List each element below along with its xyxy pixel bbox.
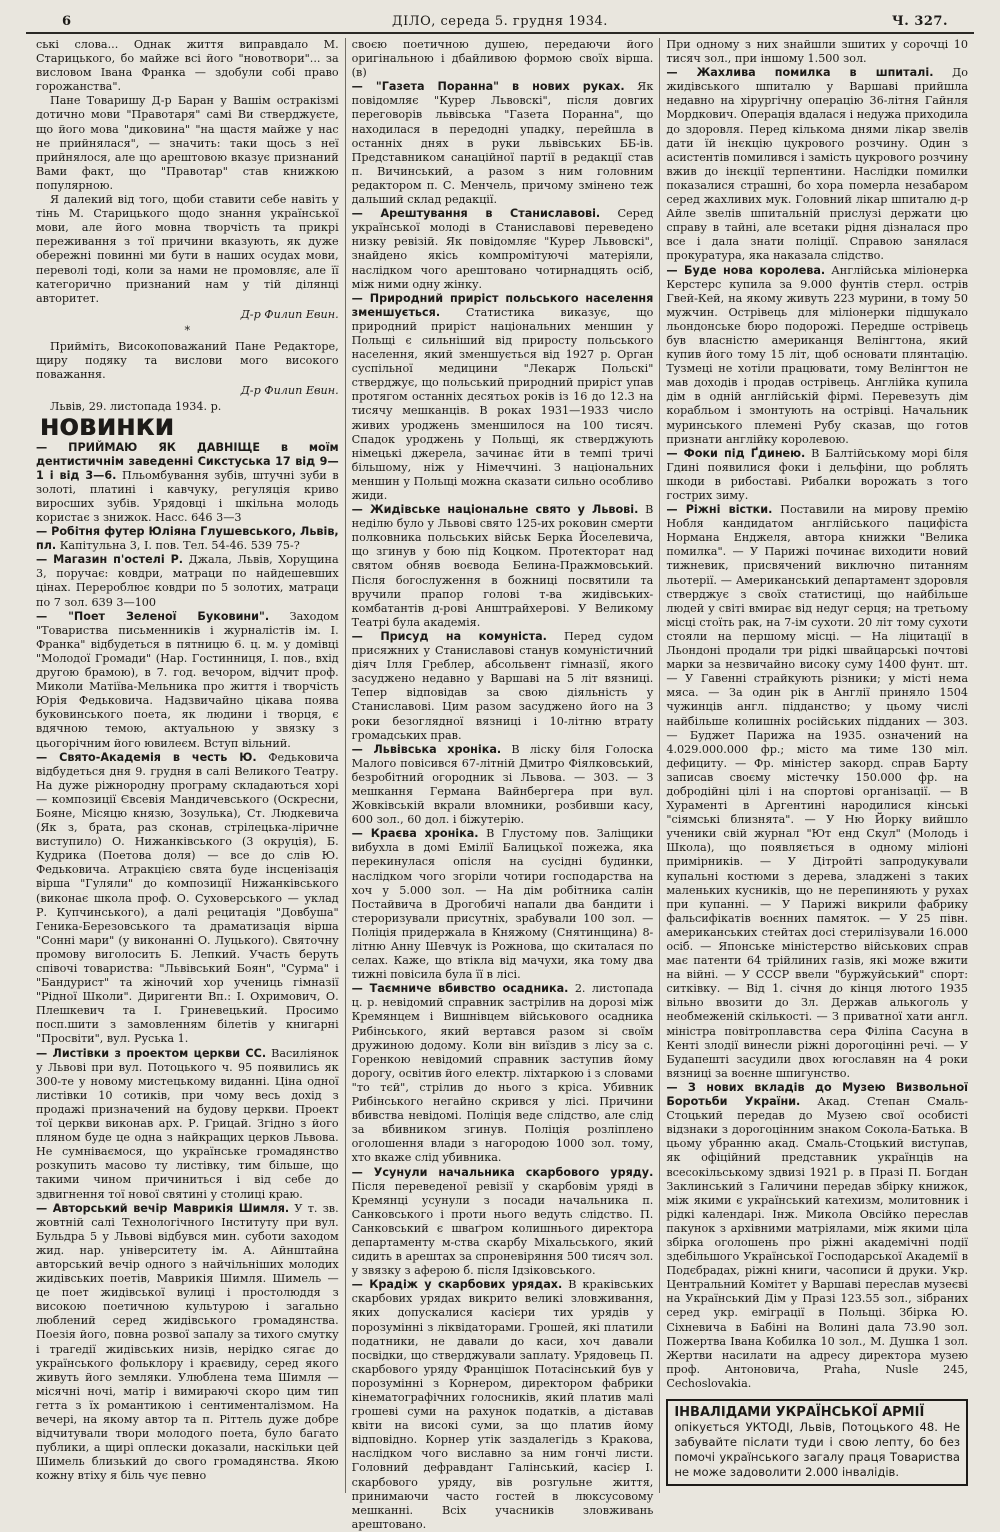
news-item: — Природний приріст польського населення зменшується. Статистика виказує, що природний приріст національних меншин у Польщі є сильніший від приросту польського населення, який зменшується від 1927 р. Орган суспільної медицини "Лекарж Польскі" стверджує, що польський природний приріст упав протягом останніх десятьох років із 16 до 12.3 на тисячу мешканців. В роках 1931—1933 число живих уроджень зменшилося на 100 тисяч. Спадок уроджень у Польщі, як стверджують німецькі джерела, зачинає йти в темпі тричі більшому, ніж у Німеччині. З національних меншин у Польщі можна сказати сильно особливо жиди.	[351, 291, 654, 502]
news-item: — Арештування в Станиславові. Серед української молоді в Станиславові переведено низку ревізій. Як повідомляє "Курер Львовскі", знайдено якісь компромітуючі матеріяли, наслідком чого арештовано чотирнадцять осіб, між ними одну жінку.	[351, 207, 654, 291]
news-item: — Львівська хроніка. В ліску біля Голоска Малого повісився 67-літній Дмитро Фіялковський, безробітний огородник зі Львова. — 303. — З мешкання Германа Вайнбергера при вул. Жовківській вкрали вломники, розбивши касу, 600 зол., 60 дол. і біжутерію.	[351, 742, 654, 827]
news-item-headline: — Арештування в Станиславові.	[351, 207, 601, 221]
news-item-headline: — Жахлива помилка в шпиталі.	[666, 66, 934, 80]
news-item: — Фоки під Ґдинею. В Балтійському морі біля Гдині появилися фоки і дельфіни, що роблять шкоди в рибоставі. Рибалки ворожать з того гострих зиму.	[666, 446, 969, 502]
letter-paragraph: Я далекий від того, щоби ставити себе навіть у тінь М. Старицького щодо знання української мови, але його мовна творчість та прикрі переживання з тої причини вказують, як дуже обережні повинні ми бути в наших осудах мови, переволі тоді, коли за нами не промовляє, але її категорично признаний нам у тій ділянці авторитет.	[36, 193, 339, 305]
ad-bedding-store: — Магазин п'остелі Р. Джала, Львів, Хорущина 3, поручає: ковдри, матраци по найдешевших цінах. Перероблює ковдри по 5 золотих, матраци по 7 зол. 639 3—100	[36, 553, 339, 609]
section-title-news: НОВИНКИ	[40, 416, 175, 442]
news-item-headline: — Присуд на комуніста.	[351, 629, 547, 643]
news-item-continuation: своєю поетичною душею, передаючи його оригінальною і дбайливою формою своїх вірша. (в)	[351, 38, 654, 80]
ad-dentist: — ПРИЙМАЮ ЯК ДАВНІЩЕ в моїм дентистичнім заведенні Сикстуська 17 від 9—1 і від 3—6. Пльомбування зубів, штучні зуби в золоті, платині і кавчуку, регуляція криво виросших зубів. Урядовці і шкільна молодь користає з знижок. Насс. 646 3—3	[36, 440, 339, 524]
news-item-headline: — Усунули начальника скарбового уряду.	[351, 1165, 654, 1179]
news-item: — "Поет Зеленої Буковини". Заходом "Товариства письменників і журналістів ім. І. Франка" відбудеться в пятницю 6. ц. м. у домівці "Молодої Громади" (Нар. Гостинниця, І. пов., вхід другою брамою), в 7. год. вечором, відчит проф. Миколи Матіїва-Мельника про життя і творчість Юрія Федьковича. Надзвичайно цікава появa буковинського поета, як людини і творця, є вдячною темою, актуальною у звязку з цьогорічним його ювилеєм. Вступ вільний.	[36, 609, 339, 750]
news-item-headline: — Листівки з проектом церкви СС.	[36, 1046, 267, 1060]
news-item: — Ріжні вістки. Поставили на мирову премію Нобля кандидатом англійського пацифіста Нормана Енджеля, автора книжки "Велика помилка". — У Парижі починає виходити новий тижневик, присвячений виключно питанням льотерії. — Американський департамент здоровля стверджує з своїх статистиці, що найбільше людей у світі вмирає від недуг серця; на третьому місці стоїть рак, на 7-ім сухоти. 20 літ тому сухоти стояли на першому місці. — На ліцитації в Льондоні продали три рідкі швайцарські почтові марки за незвичайно високу суму 1400 фунт. шт. — У Гавенні страйкують різники; у місті нема мяса. — За один рік в Англії приняло 1504 чужинців англ. підданство; у цьому числі найбільше колишніх російських підданих — 303. — Буджет Парижа на 1935. означений на 4.029.000.000 фр.; місто ма тиме 130 міл. дефициту. — Фр. міністер закорд. справ Барту записав своєму містечку 150.000 фр. на добродійні цілі і на спортові організації. — В Хураменті в Аргентині народилися кінські "сіямські близнята". — У Ню Йорку вийшло ученики свій журнал "Ют енд Скул" (Молодь і Школа), що появляється в одному міліоні примірників. — У Дітройті запродукували купальні костюми з дерева, зладжені з таких маленьких кусників, що не перепиняють у рухах при купанні. — У Парижі викрили фабрику фальсифікатів воєнних памяток. — У 25 півн. американських стейтах досі стерилізували 16.000 осіб. — Японське міністерство військових справ має патенти 64 трійлиних газів, які може вжити на війні. — У СССР ввели "буржуйський" спорт: ситківку. — Від 1. січня до кінця лютого 1935 вільно ввозити до Зл. Держав алькоголь у необмеженій скількості. — З приватної хати англ. міністра повітроплавства сера Філіпа Сасуна в Кенті злодії винесли ріжні дорогоцінні речі. — У Будапешті засудили двох югославян на 4 роки вязниці за воєнне шпигунство.	[666, 503, 969, 1080]
news-item-headline: — Таємниче вбивство осадника.	[351, 982, 569, 996]
masthead-rule	[26, 32, 974, 34]
masthead	[26, 12, 974, 32]
news-item: — Крадіж у скарбових урядах. В краківських скарбових урядах викрито великі зловживання, яких допускалися касієри тих урядів у порозумінні з ліквідаторами. Грошей, які платили податники, не давали до каси, хоч давали посвідки, що стверджували заплату. Урядовець П. скарбового уряду Францішок Потасінський був у порозумінні з Корнером, директором фабрики кінематографічних голосників, який платив малі грошеві суми на рахунок податків, а діставав квіти на високі суми, за що платив йому відповідно. Корнер утік заздалегідь з Кракова, наслідком чого виславно за ним гончі листи. Головний дефравдант Галінський, касієр І. скарбового уряду, вів розгульне життя, принимаючи часто гостей в люксусовому мешканні. Всіх учасників зловживань арештовано.	[351, 1278, 654, 1531]
news-item: — Таємниче вбивство осадника. 2. листопада ц. р. невідомий справник застрілив на дорозі між Кремянцем і Вишнівцем військового осадника Рибінського, який вертався разом зі своїм дружиною додому. Коли він виїздив з лісу за с. Горенкою невідомий справник заступив йому дорогу, освітив його електр. ліхтаркою і з словами "то тєй", стрілив до нього з кріса. Убивник Рибінського негайно скрився у лісі. Причини вбивства невідомі. Поліція веде слідство, але слід за вбивником згинув. Поліція розліплено оголошення влади з нагородою 1000 зол. тому, хто вкаже слід убивника.	[351, 982, 654, 1165]
news-item-headline: — ПРИЙМАЮ ЯК ДАВНІЩЕ в моїм дентистичнім заведенні Сикстуська 17 від 9—1 і від 3—6.	[36, 440, 339, 482]
news-item: — Присуд на комуніста. Перед судом присяжних у Станиславові станув комуністичний діяч Ілля Греблер, абсольвент гімназії, якого засуджено недавно у Варшаві на 5 літ вязниці. Тепер відповідав за свою діяльність у Станиславові. Цим разом засуджено його на 3 роки безоглядної вязниці і 10-літню втрату громадських прав.	[351, 629, 654, 742]
ad-furrier: — Робітня футер Юліяна Глушевського, Львів, пл. Капітульна 3, І. пов. Тел. 54-46. 539 75-?	[36, 525, 339, 553]
news-item-headline: — Авторський вечір Маврикія Шимля.	[36, 1201, 290, 1215]
news-item: — Буде нова королева. Англійська міліонерка Керстерс купила за 9.000 фунтів стерл. острів Гвей-Кей, на якому живуть 223 мурини, в тому 50 мужчин. Острівець для міліонерки підшукало льондонське бюро подорожі. Передше острівець був власністю американця Велінгтона, який купив його тому 15 літ, щоб основати плянтацію. Тузмеці не хотіли працювати, тому Велінгтон не мав доходів і продав острівець. Англійка купила дім в одній англійській фірмі. Перевезуть дім корабльом і змонтують на острівці. Начальник муринського племені Рубу сказав, що готов признати англійку королевою.	[666, 263, 969, 446]
news-item-headline: — Робітня футер Юліяна Глушевського, Львів, пл.	[36, 525, 339, 553]
column-2	[345, 38, 660, 1531]
news-item-headline: — Природний приріст польського населення зменшується.	[351, 291, 654, 319]
news-item: — "Газета Поранна" в нових руках. Як повідомляє "Курер Львовскі", після довгих переговорів львівська "Газета Поранна", що находилася в передодні упадку, перейшла в останніх днях в руки львівських ББ-ів. Представником санаційної партії в редакції став п. Вичинський, а разом з ним головним редактором п. С. Менчель, причому змінено теж дальший склад редакції.	[351, 80, 654, 207]
news-item: — Авторський вечір Маврикія Шимля. У т. зв. жовтній салі Технологічного Інституту при вул. Бульдра 5 у Львові відбувся мин. суботи заходом жид. нар. університету ім. А. Айнштайна авторський вечір одного з найчільніших молодих жидівських поетів, Маврикія Шимля. Шимель — це поет жидівської вулиці і простолюддя з високою поетичною культурою і загально люблений серед жидівського громадянства. Поезія його, повна розвої запалу за тихого смутку і трагедії жидівських низів, нерідко сягає до українського фольклору і краєвиду, серед якого живуть його земляки. Улюблена тема Шимля — місячні ночі, матір і вимираючі скоро цим тип гетта з їх романтикою і сентименталізмом. На вечері, на якому автор та п. Ріттель дуже добре відчитували твори молодого поета, було багато публики, а щирі оплески доказали, наскільки цей Шимель близький до свого громадянства. Якою кожну втіху я біль чує певно	[36, 1201, 339, 1483]
news-item-headline: — Краєва хроніка.	[351, 827, 479, 841]
letter-paragraph: Прийміть, Високоповажаний Пане Редакторе, щиру подяку та вислови мого високого поважання.	[36, 339, 339, 382]
boxed-notice-text: опікується УКТОДІ, Львів, Потоцького 48. Не забувайте післати туди і свою лепту, бо без помочі українського загалу праця Товариства не може задоволити 2.000 інвалідів.	[674, 1420, 961, 1479]
news-item: — Краєва хроніка. В Глустому пов. Заліщики вибухла в домі Емілії Балицької пожежа, яка перекинулася опісля на сусідні будинки, наслідком чого згоріли чотири господарства на хоч у 5.000 зол. — На дім робітника салін Постайвича в Дрогобичі напали два бандити і стероризували присутніх, зрабували 100 зол. — Поліція придержала в Княжому (Снятинщина) 8-літню Анну Шевчук із Рожнова, що скиталася по селах. Каже, що втікла від мачухи, яка тому два тижні повісила була її в лісі.	[351, 827, 654, 982]
separator-star: *	[184, 323, 191, 337]
columns	[30, 38, 974, 1531]
news-item: — Жахлива помилка в шпиталі. До жидівського шпиталю у Варшаві прийшла недавно на хірургічну операцію 36-літня Гайнля Мордкович. Операція вдалася і недужа приходила до здоровля. Перед кількома днями лікар звелів дати їй інєкцію цукрового розчину. Один з асистентів помилився і замість цукрового розчину вжив до інєкції терпентини. Наслідки помилки показалися страшні, бо хора померла незабаром серед жахливих мук. Головний лікар шпиталю д-р Айле звелів шпитальній прислузі держати цю справу в тайні, але всетаки рідня дізналася про все і дала знати поліції. Справою занялася прокуратура, яка наказала слідство.	[666, 66, 969, 263]
column-3	[659, 38, 974, 1493]
news-item-headline: — З нових вкладів до Музею Визвольної Боротьби України.	[666, 1080, 969, 1109]
boxed-notice	[666, 1399, 968, 1486]
boxed-notice-title: ІНВАЛІДАМИ УКРАЇНСЬКОЇ АРМІЇ	[674, 1405, 925, 1420]
letter-paragraph: ські слова... Однак життя виправдало М. Старицького, бо майже всі його "новотвори"... за висловом Івана Франка — здобули собі право горожанства".	[36, 38, 339, 94]
news-item: — З нових вкладів до Музею Визвольної Боротьби України. Акад. Степан Смаль-Стоцький передав до Музею свої особисті відзнаки з дорогоцінним знаком Сокола-Батька. В цьому убранню акад. Смаль-Стоцький виступав, як офіційний представник українців на всесокільському здвизі 1921 р. в Празі П. Богдан Заклинський з Галичини передав збірку книжок, між якими є український катехизм, молитовник і рідкі календарі. Інж. Микола Овсійко переслав пакунок з архівними матріялами, між якими ціла збірка оголошень про ріжні академічні події здебільшого Української Господарської Академії в Подєбрадах, ріжні книги, часописи й друки. Укр. Центральний Комітет у Варшаві переслав музеєві на Український Дім у Празі 123.55 зол., зібраних серед укр. еміграції в Польщі. Збірка Ю. Сіхневича в Бабіні на Волині дала 73.90 зол. Пожертва Івана Кобилка 10 зол., М. Душка 1 зол. Жертви насилати на адресу директора музею проф. Антоновича, Praha, Nusle 245, Cechoslovakia.	[666, 1080, 969, 1390]
news-item-continuation: При одному з них знайшли зшитих у сорочці 10 тисяч зол., при іншому 1.500 зол.	[666, 38, 969, 66]
news-item: — Листівки з проектом церкви СС. Василіянок у Львові при вул. Потоцького ч. 95 появились як 300-те у новому мистецькому виданні. Ціна одної листівки 10 сотиків, при чому весь дохід з продажі призначений на будову церкви. Проект тої церкви виконав арх. Р. Грицай. Згідно з його пляном буде це одна з найкращих церков Львова. Не сумніваємося, що українське громадянство розкупить масово ту листівку, тим більше, що такими чином причиниться і від себе до здвигнення тої нової святині у столиці краю.	[36, 1046, 339, 1201]
news-item-headline: — Буде нова королева.	[666, 263, 826, 277]
signature: Д-р Филип Евин.	[240, 384, 339, 398]
letter-paragraph: Пане Товаришу Д-р Баран у Вашім остракізмі дотично мови "Правотаря" самі Ви стверджуєте, що його мова "диковина" "на щастя майже у нас не прийнялася", — значить: таки щось з неї прийнялося, але що арештовою вказує признаний Вами факт, що "Правотар" став книжкою популярною.	[36, 94, 339, 192]
signature: Д-р Филип Евин.	[240, 307, 339, 321]
dateline: Львів, 29. листопада 1934. р.	[50, 400, 222, 414]
news-item: — Свято-Академія в честь Ю. Федьковича відбудеться дня 9. грудня в салі Великого Театру. На дуже ріжнородну програму складаються хорі — композиції Євсевія Мандичевського (Оскресни, Бояне, Місяцю князю, Зозулька), Ст. Людкевича (Як з, брата, раз сконав, стрілецька-ліричне виступило) О. Нижанківського (3 окруція), Б. Кудрика (Поетова доля) — все до слів Ю. Федьковича. Атракцією свята буде інсценізація вірша "Гуляли" до композиції Нижанківського (виконає школа проф. О. Суховерського — уклад Р. Купчинського), а далі рецитація "Довбуша" Геника-Березовського та драматизація вірша "Сонні мари" (у виконанні О. Луцького). Святочну промову виголосить Б. Лепкий. Участь беруть співочі товариства: "Львівський Боян", "Сурма" і "Бандурист" та жіночий хор учениць гімназії "Рідної Школи". Диригенти Вп.: І. Охримович, О. Плешкевич та І. Гриневецький. Просимо посп.шити з замовленням білетів у книгарні "Просвіти", вул. Руська 1.	[36, 750, 339, 1046]
page-number: 6	[62, 14, 72, 29]
news-item-headline: — Свято-Академія в честь Ю.	[36, 750, 257, 764]
news-item-headline: — Магазин п'остелі Р.	[36, 553, 184, 567]
news-item-headline: — Львівська хроніка.	[351, 742, 502, 756]
news-item-headline: — "Поет Зеленої Буковини".	[36, 609, 270, 623]
issue-number: Ч. 327.	[891, 14, 948, 29]
news-item: — Усунули начальника скарбового уряду. Після переведеної ревізії у скарбовім уряді в Кремянці усунули з посади начальника п. Санковського і проти нього ведуть слідство. П. Санковський є шваґром колишнього директора департаменту м-ства скарбу Міхальського, який сидить в арештах за спроневіряння 500 тисяч зол. у звязку з аферою б. після Ідзіковського.	[351, 1165, 654, 1278]
news-item-headline: — Жидівське національне свято у Львові.	[351, 503, 639, 517]
news-item: — Жидівське національне свято у Львові. В неділю було у Львові свято 125-их роковин смерти полковника польських військ Берка Йоселевича, що згинув у бою під Коцком. Протекторат над святом обняв воєвода Белина-Пражмовський. Після богослуження в божниці посвятили та вручили прапор голові т-ва жидівських-комбатантів д-рові Анштрайхерові. У Великому Театрі була академія.	[351, 503, 654, 629]
masthead-title: ДІЛО, середа 5. грудня 1934.	[392, 14, 608, 29]
news-item-headline: — "Газета Поранна" в нових руках.	[351, 80, 625, 94]
column-1	[30, 38, 345, 1493]
news-item-headline: — Крадіж у скарбових урядах.	[351, 1278, 563, 1292]
news-item-headline: — Ріжні вістки.	[666, 503, 773, 517]
news-item-headline: — Фоки під Ґдинею.	[666, 446, 806, 460]
